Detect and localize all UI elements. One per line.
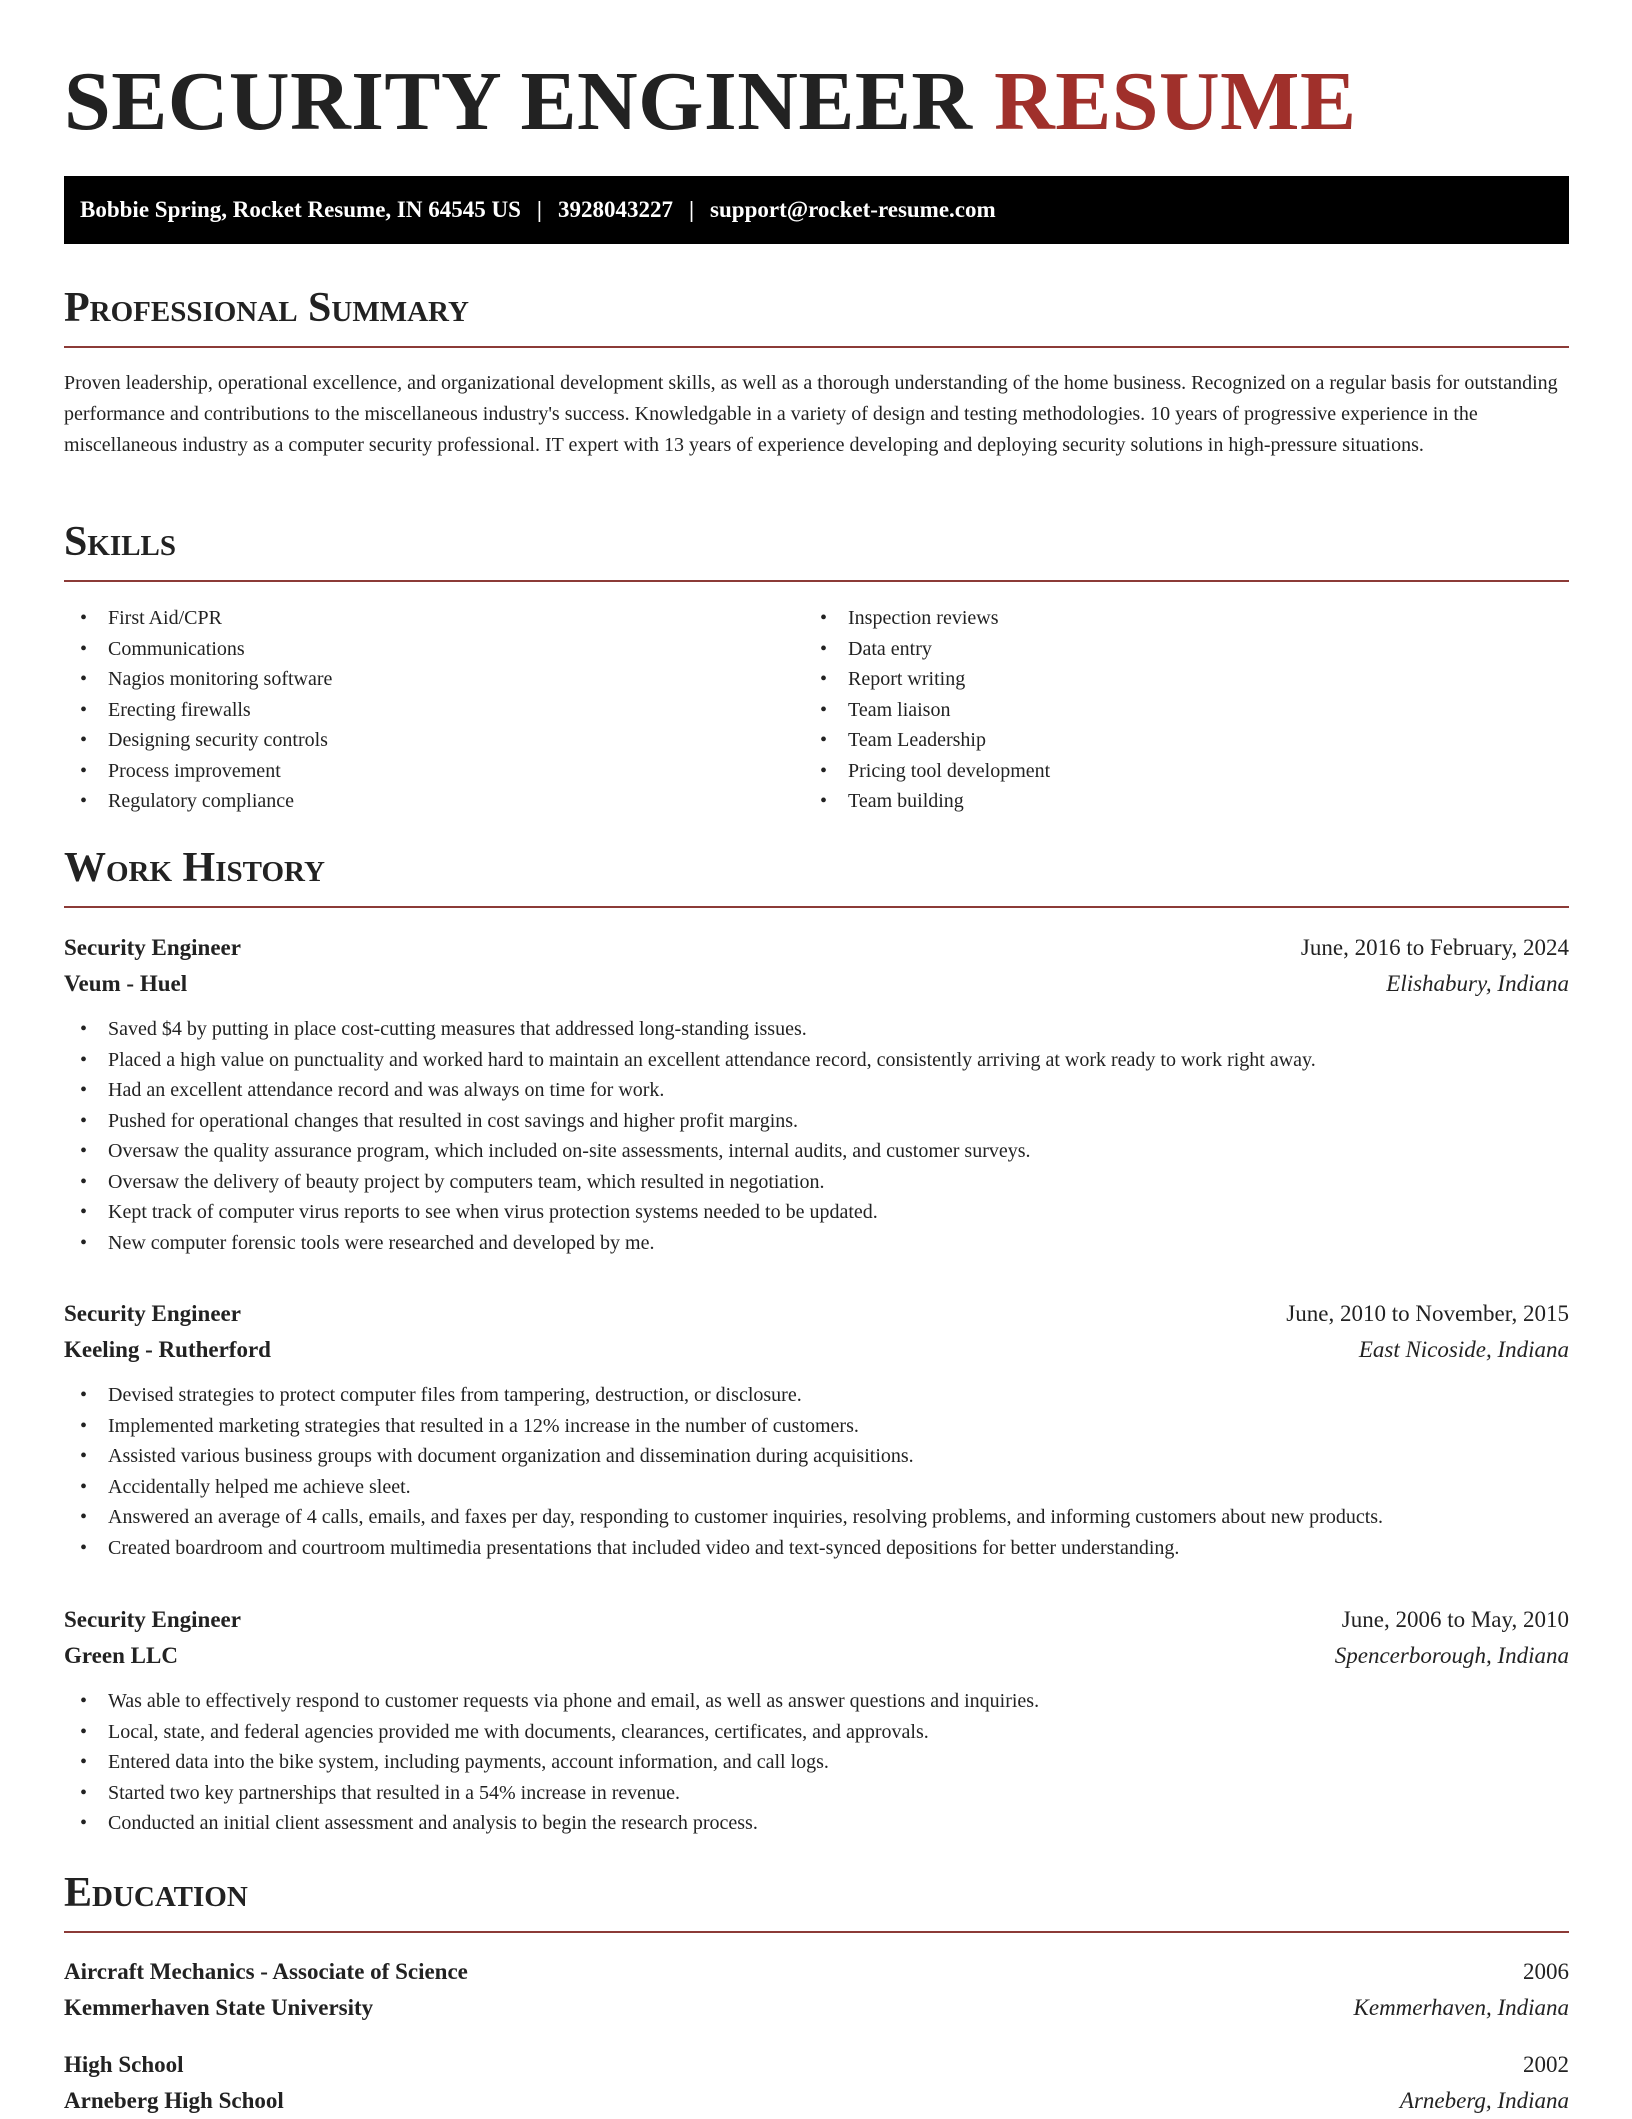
job-entry xyxy=(64,1602,1569,1839)
summary-text: Proven leadership, operational excellence, and organizational development skills, as well as a thorough understanding of the home business. Recognized on a regular basis for outstanding performance and contributions to the miscellaneous industry's success. Knowledgable in a variety of design and testing methodologies. 10 years of progressive experience in the miscellaneous industry as a computer security professional. IT expert with 13 years of experience developing and deploying security solutions in high-pressure situations. xyxy=(64,372,1558,456)
education-school: Kemmerhaven State University xyxy=(64,1995,374,2020)
education-entry xyxy=(64,2047,1569,2119)
education-location: Kemmerhaven, Indiana xyxy=(1353,1995,1569,2020)
contact-phone: 3928043227 xyxy=(557,197,673,222)
job-location: Elishabury, Indiana xyxy=(1386,971,1569,996)
skill-item: • Designing security controls xyxy=(64,725,764,756)
resume-title xyxy=(64,52,1356,152)
job-bullet: • Oversaw the delivery of beauty project by computers team, which resulted in negotiation. xyxy=(64,1167,1569,1198)
job-bullet: • Devised strategies to protect computer files from tampering, destruction, or disclosure. xyxy=(64,1380,1569,1411)
job-company: Veum - Huel xyxy=(64,971,188,996)
job-bullets xyxy=(64,1686,1569,1839)
job-title: Security Engineer xyxy=(64,1607,241,1632)
skills-right-column xyxy=(804,603,1504,817)
skill-item: • Pricing tool development xyxy=(804,756,1504,787)
skill-item: • Team building xyxy=(804,786,1504,817)
skill-item: • Team liaison xyxy=(804,695,1504,726)
job-bullet: • Pushed for operational changes that resulted in cost savings and higher profit margins. xyxy=(64,1106,1569,1137)
job-bullet: • New computer forensic tools were researched and developed by me. xyxy=(64,1228,1569,1259)
job-entry xyxy=(64,1296,1569,1563)
education-entry xyxy=(64,1954,1569,2026)
job-bullet: • Entered data into the bike system, including payments, account information, and call logs. xyxy=(64,1747,1569,1778)
education-school: Arneberg High School xyxy=(64,2088,284,2113)
job-company-row xyxy=(64,966,1569,1002)
skill-item: • Regulatory compliance xyxy=(64,786,764,817)
education-year: 2002 xyxy=(1523,2052,1569,2077)
education-school-row xyxy=(64,2083,1569,2119)
education-location: Arneberg, Indiana xyxy=(1399,2088,1569,2113)
job-header-row xyxy=(64,1296,1569,1332)
job-header-row xyxy=(64,1602,1569,1638)
job-bullet: • Started two key partnerships that resulted in a 54% increase in revenue. xyxy=(64,1778,1569,1809)
skill-item: • First Aid/CPR xyxy=(64,603,764,634)
skills-left-column xyxy=(64,603,764,817)
skill-item: • Erecting firewalls xyxy=(64,695,764,726)
contact-separator: | xyxy=(536,197,542,222)
job-bullets xyxy=(64,1380,1569,1563)
summary-heading: Professional Summary xyxy=(64,280,1569,348)
education-degree-row xyxy=(64,2047,1569,2083)
job-title: Security Engineer xyxy=(64,1301,241,1326)
job-bullet: • Had an excellent attendance record and was always on time for work. xyxy=(64,1075,1569,1106)
job-location: Spencerborough, Indiana xyxy=(1334,1643,1569,1668)
education-heading: Education xyxy=(64,1865,1569,1933)
job-bullet: • Created boardroom and courtroom multimedia presentations that included video and text-synced depositions for better understanding. xyxy=(64,1533,1569,1564)
skills-list-left xyxy=(64,603,764,817)
job-header-row xyxy=(64,930,1569,966)
education-degree-row xyxy=(64,1954,1569,1990)
skills-heading: Skills xyxy=(64,514,1569,582)
job-bullet: • Assisted various business groups with document organization and dissemination during acquisitions. xyxy=(64,1441,1569,1472)
skill-item: • Report writing xyxy=(804,664,1504,695)
job-dates: June, 2006 to May, 2010 xyxy=(1341,1607,1569,1632)
job-bullet: • Kept track of computer virus reports to see when virus protection systems needed to be updated. xyxy=(64,1197,1569,1228)
education-year: 2006 xyxy=(1523,1959,1569,1984)
job-company-row xyxy=(64,1638,1569,1674)
title-main: SECURITY ENGINEER xyxy=(64,55,973,148)
job-entry xyxy=(64,930,1569,1258)
contact-separator: | xyxy=(688,197,695,222)
skill-item: • Nagios monitoring software xyxy=(64,664,764,695)
job-bullet: • Implemented marketing strategies that resulted in a 12% increase in the number of customers. xyxy=(64,1411,1569,1442)
education-degree: Aircraft Mechanics - Associate of Science xyxy=(64,1959,468,1984)
job-bullet: • Answered an average of 4 calls, emails, and faxes per day, responding to customer inquiries, resolving problems, and informing customers about new products. xyxy=(64,1502,1569,1533)
job-dates: June, 2010 to November, 2015 xyxy=(1286,1301,1569,1326)
job-bullet: • Conducted an initial client assessment and analysis to begin the research process. xyxy=(64,1808,1569,1839)
work-history-heading: Work History xyxy=(64,840,1569,908)
job-bullet: • Saved $4 by putting in place cost-cutting measures that addressed long-standing issues. xyxy=(64,1014,1569,1045)
job-bullet: • Accidentally helped me achieve sleet. xyxy=(64,1472,1569,1503)
job-bullet: • Oversaw the quality assurance program, which included on-site assessments, internal audits, and customer surveys. xyxy=(64,1136,1569,1167)
skill-item: • Communications xyxy=(64,634,764,665)
skill-item: • Team Leadership xyxy=(804,725,1504,756)
skill-item: • Process improvement xyxy=(64,756,764,787)
education-degree: High School xyxy=(64,2052,184,2077)
job-bullet: • Placed a high value on punctuality and worked hard to maintain an excellent attendance record, consistently arriving at work ready to work right away. xyxy=(64,1045,1569,1076)
job-company: Green LLC xyxy=(64,1643,178,1668)
job-bullets xyxy=(64,1014,1569,1258)
job-company: Keeling - Rutherford xyxy=(64,1337,271,1362)
skills-list-right xyxy=(804,603,1504,817)
job-title: Security Engineer xyxy=(64,935,241,960)
skill-item: • Data entry xyxy=(804,634,1504,665)
job-company-row xyxy=(64,1332,1569,1368)
job-location: East Nicoside, Indiana xyxy=(1358,1337,1569,1362)
job-dates: June, 2016 to February, 2024 xyxy=(1300,935,1569,960)
contact-email: support@rocket-resume.com xyxy=(710,197,996,222)
contact-bar xyxy=(64,176,1569,244)
education-school-row xyxy=(64,1990,1569,2026)
skill-item: • Inspection reviews xyxy=(804,603,1504,634)
job-bullet: • Local, state, and federal agencies provided me with documents, clearances, certificates, and approvals. xyxy=(64,1717,1569,1748)
job-bullet: • Was able to effectively respond to customer requests via phone and email, as well as answer questions and inquiries. xyxy=(64,1686,1569,1717)
title-accent: RESUME xyxy=(994,55,1357,148)
contact-name-address: Bobbie Spring, Rocket Resume, IN 64545 US xyxy=(80,197,521,222)
